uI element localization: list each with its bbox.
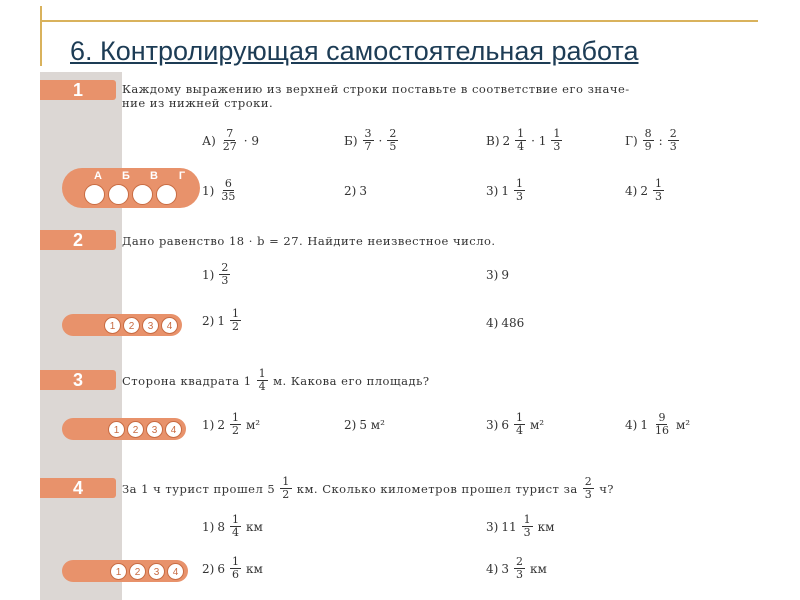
- fraction-numerator: 6: [224, 177, 232, 190]
- task-3-text: [122, 368, 430, 393]
- mixed-whole: 6: [217, 561, 225, 576]
- fraction-numerator: 1: [258, 367, 267, 380]
- task-1-value-2: [344, 184, 367, 198]
- task-3-option-4: [625, 412, 690, 437]
- task-1-value-1: [202, 178, 239, 203]
- fraction-numerator: 2: [515, 555, 523, 568]
- task-3-text-after: м. Какова его площадь?: [273, 373, 430, 388]
- fraction-numerator: 1: [517, 127, 525, 140]
- expr-b-label: Б): [344, 133, 358, 148]
- fraction-denominator: 3: [553, 140, 561, 153]
- fraction-numerator: 9: [658, 411, 666, 424]
- option-label: 2): [202, 561, 215, 576]
- option-fraction: [514, 412, 525, 437]
- option-unit: км: [245, 519, 263, 534]
- fraction-denominator: 3: [669, 140, 677, 153]
- option-unit: км: [537, 519, 555, 534]
- mixed-whole: 2: [217, 417, 225, 432]
- mixed-whole: 1: [640, 417, 648, 432]
- expr-v-label: В): [486, 133, 500, 148]
- task-1-expr-v: [486, 128, 564, 153]
- answer-bubble-2[interactable]: 2: [129, 563, 146, 580]
- option-fraction: [653, 412, 671, 437]
- option-value: 9: [501, 268, 509, 282]
- task-4-text-b: км. Сколько километров прошел турист за: [296, 481, 578, 496]
- answer-bubble-1[interactable]: 1: [108, 421, 125, 438]
- fraction-denominator: 3: [584, 488, 593, 501]
- answer-letter-v: В: [150, 170, 158, 182]
- task-4-fraction-1: [280, 476, 292, 501]
- expr-v-fraction-1: [515, 128, 526, 153]
- mixed-whole: 2: [640, 183, 648, 198]
- option-unit: км: [245, 561, 263, 576]
- option-fraction: [230, 308, 241, 333]
- fraction-numerator: 1: [231, 411, 239, 424]
- option-label: 4): [486, 316, 499, 330]
- answer-bubble-2[interactable]: 2: [127, 421, 144, 438]
- value-2-number: 3: [359, 184, 367, 198]
- option-label: 1): [202, 519, 215, 534]
- fraction-denominator: 27: [222, 140, 237, 153]
- task-1-expr-a: [202, 128, 259, 153]
- answer-bubble-b[interactable]: [108, 184, 129, 205]
- answer-bubble-1[interactable]: 1: [104, 317, 121, 334]
- option-unit: км: [529, 561, 547, 576]
- option-label: 4): [625, 417, 638, 432]
- fraction-denominator: 4: [258, 380, 267, 393]
- option-unit: м²: [245, 417, 261, 432]
- task-4-option-3: [486, 514, 554, 539]
- mixed-whole: 1: [217, 313, 225, 328]
- task-2-option-1: [202, 262, 232, 287]
- option-label: 3): [486, 519, 499, 534]
- fraction-numerator: 8: [644, 127, 652, 140]
- mixed-whole: 6: [501, 417, 509, 432]
- mixed-whole: 2: [502, 133, 511, 148]
- task-1-text-line1: Каждому выражению из верхней строки поставьте в соответствие его значе-: [122, 82, 630, 96]
- task-4-text-a: За 1 ч турист прошел 5: [122, 481, 276, 496]
- fraction-denominator: 7: [364, 140, 372, 153]
- answer-bubble-4[interactable]: 4: [167, 563, 184, 580]
- value-3-fraction: [514, 178, 525, 203]
- fraction-numerator: 2: [669, 127, 677, 140]
- expr-b-fraction-2: [387, 128, 398, 153]
- task-1-value-3: [486, 178, 527, 203]
- option-label: 2): [202, 313, 215, 328]
- task-4-badge: [40, 478, 116, 498]
- expr-v-operator: · 1: [531, 133, 547, 148]
- option-label: 4): [486, 561, 499, 576]
- task-3-answer-bubbles: [62, 418, 186, 440]
- answer-bubble-2[interactable]: 2: [123, 317, 140, 334]
- fraction-denominator: 2: [231, 424, 239, 437]
- task-3-option-2: [344, 418, 385, 432]
- expr-b-operator: ·: [378, 133, 383, 148]
- mixed-whole: 11: [501, 519, 517, 534]
- value-4-fraction: [653, 178, 664, 203]
- task-3-text-before: Сторона квадрата 1: [122, 373, 252, 388]
- option-fraction: [230, 412, 241, 437]
- title-deco-left-line: [40, 6, 42, 66]
- expr-a-fraction: [221, 128, 239, 153]
- expr-g-operator: :: [658, 133, 663, 148]
- fraction-denominator: 3: [221, 274, 229, 287]
- fraction-denominator: 4: [517, 140, 525, 153]
- mixed-whole: 3: [501, 561, 509, 576]
- answer-bubble-v[interactable]: [132, 184, 153, 205]
- fraction-numerator: 7: [226, 127, 234, 140]
- task-1-number: 1: [72, 80, 83, 100]
- answer-bubble-3[interactable]: 3: [146, 421, 163, 438]
- answer-bubble-g[interactable]: [156, 184, 177, 205]
- fraction-numerator: 1: [231, 513, 239, 526]
- task-2-option-3: [486, 268, 509, 282]
- task-3-option-3: [486, 412, 544, 437]
- expr-a-rest: · 9: [243, 133, 260, 148]
- fraction-numerator: 1: [654, 177, 662, 190]
- fraction-denominator: 4: [231, 526, 239, 539]
- slide-title: 6. Контролирующая самостоятельная работа: [70, 36, 639, 66]
- task-2-option-4: [486, 316, 524, 330]
- fraction-denominator: 16: [654, 424, 669, 437]
- task-3-number: 3: [72, 370, 83, 390]
- task-3-option-1: [202, 412, 260, 437]
- task-4-option-4: [486, 556, 547, 581]
- task-2-number: 2: [72, 230, 83, 250]
- task-1-text-line2: ние из нижней строки.: [122, 96, 274, 110]
- task-2-text: Дано равенство 18 · b = 27. Найдите неизвестное число.: [122, 234, 496, 248]
- task-1-badge: [40, 80, 116, 100]
- task-4-text: [122, 476, 614, 501]
- fraction-numerator: 1: [282, 475, 290, 488]
- answer-bubble-3[interactable]: 3: [148, 563, 165, 580]
- option-fraction: [514, 556, 525, 581]
- expr-b-fraction-1: [363, 128, 374, 153]
- task-4-option-2: [202, 556, 263, 581]
- task-4-answer-bubbles: [62, 560, 188, 582]
- answer-letter-a: А: [94, 170, 102, 182]
- expr-v-fraction-2: [551, 128, 562, 153]
- mixed-whole: 1: [501, 183, 509, 198]
- answer-bubble-3[interactable]: 3: [142, 317, 159, 334]
- fraction-denominator: 2: [231, 320, 239, 333]
- left-margin-strip: [40, 72, 122, 600]
- value-1-fraction: [219, 178, 237, 203]
- answer-bubble-a[interactable]: [84, 184, 105, 205]
- task-1-expr-g: [625, 128, 681, 153]
- expr-g-fraction-1: [643, 128, 654, 153]
- fraction-denominator: 6: [231, 568, 239, 581]
- fraction-denominator: 3: [523, 526, 531, 539]
- value-4-label: 4): [625, 183, 638, 198]
- task-1-answer-grid: [62, 168, 200, 208]
- fraction-denominator: 4: [515, 424, 523, 437]
- answer-bubble-4[interactable]: 4: [165, 421, 182, 438]
- fraction-numerator: 1: [231, 307, 239, 320]
- fraction-denominator: 35: [221, 190, 236, 203]
- task-2-option-2: [202, 308, 243, 333]
- answer-letters: [88, 170, 192, 182]
- fraction-numerator: 1: [523, 513, 531, 526]
- fraction-numerator: 1: [231, 555, 239, 568]
- task-4-option-1: [202, 514, 263, 539]
- expr-g-fraction-2: [668, 128, 679, 153]
- fraction-numerator: 3: [364, 127, 372, 140]
- task-4-fraction-2: [583, 476, 595, 501]
- option-label: 1): [202, 417, 215, 432]
- answer-letter-b: Б: [122, 170, 130, 182]
- value-2-label: 2): [344, 184, 357, 198]
- fraction-numerator: 2: [584, 475, 593, 488]
- option-fraction: [230, 556, 241, 581]
- fraction-denominator: 5: [389, 140, 397, 153]
- option-value: 5 м²: [359, 418, 385, 432]
- option-fraction: [522, 514, 533, 539]
- fraction-denominator: 9: [644, 140, 652, 153]
- task-3-badge: [40, 370, 116, 390]
- answer-bubble-1[interactable]: 1: [110, 563, 127, 580]
- option-value: 486: [501, 316, 525, 330]
- fraction-numerator: 1: [553, 127, 561, 140]
- value-3-label: 3): [486, 183, 499, 198]
- fraction-denominator: 2: [282, 488, 290, 501]
- task-2-answer-bubbles: [62, 314, 182, 336]
- task-1-expr-b: [344, 128, 400, 153]
- option-fraction: [219, 262, 230, 287]
- answer-bubble-4[interactable]: 4: [161, 317, 178, 334]
- task-1-value-4: [625, 178, 666, 203]
- task-3-fraction: [257, 368, 269, 393]
- option-label: 3): [486, 268, 499, 282]
- mixed-whole: 8: [217, 519, 225, 534]
- option-label: 1): [202, 267, 215, 282]
- fraction-numerator: 2: [221, 261, 229, 274]
- title-deco-top-line: [40, 20, 758, 22]
- option-unit: м²: [529, 417, 545, 432]
- fraction-denominator: 3: [515, 190, 523, 203]
- fraction-denominator: 3: [654, 190, 662, 203]
- fraction-numerator: 1: [515, 411, 523, 424]
- task-4-text-c: ч?: [599, 481, 614, 496]
- answer-bubbles-row: [84, 184, 177, 205]
- value-1-label: 1): [202, 183, 215, 198]
- answer-letter-g: Г: [178, 170, 186, 182]
- fraction-numerator: 1: [515, 177, 523, 190]
- fraction-denominator: 3: [515, 568, 523, 581]
- fraction-numerator: 2: [389, 127, 397, 140]
- task-4-number: 4: [72, 478, 83, 498]
- option-label: 2): [344, 418, 357, 432]
- option-unit: м²: [675, 417, 691, 432]
- option-fraction: [230, 514, 241, 539]
- option-label: 3): [486, 417, 499, 432]
- task-2-badge: [40, 230, 116, 250]
- expr-g-label: Г): [625, 133, 638, 148]
- worksheet-page: [40, 72, 758, 600]
- expr-a-label: А): [202, 133, 216, 148]
